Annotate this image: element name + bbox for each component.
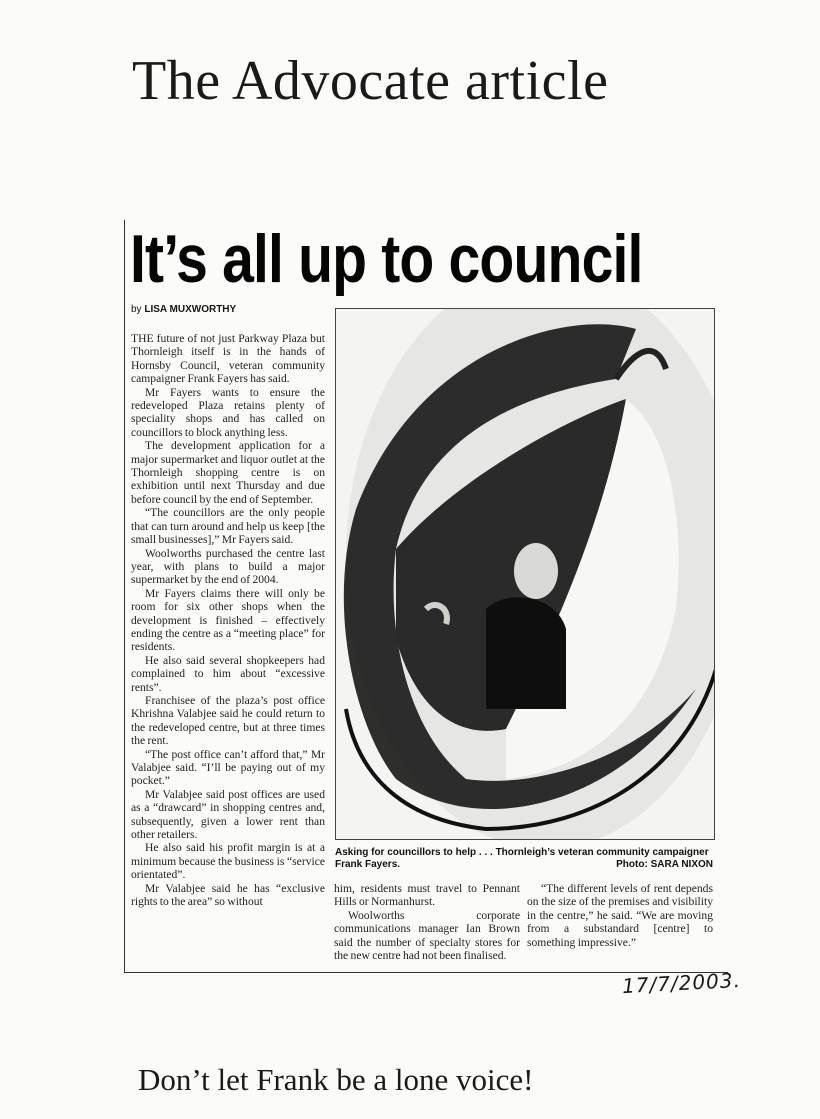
paragraph: “The different levels of rent depends on the size of the premises and visibility in the centre,” he said. “We are moving from a substandard [centre] to something impressive.”	[527, 882, 713, 949]
article-photo	[335, 308, 715, 840]
paragraph: Mr Valabjee said he has “exclusive rights to the area” so without	[131, 881, 325, 909]
paragraph: The development application for a major supermarket and liquor outlet at the Thornleigh shopping centre is on exhibition until next Thursday and due before council by the end of September.	[131, 439, 325, 506]
paragraph: Mr Valabjee said post offices are used as a “drawcard” in shopping centres and, subsequently, given a lower rent than other retailers.	[131, 787, 325, 842]
paragraph: He also said several shopkeepers had complained to him about “excessive rents”.	[131, 653, 325, 694]
paragraph: Woolworths corporate communications manager Ian Brown said the number of specialty stores for the new centre had not been finalised.	[334, 908, 520, 963]
article-column-3	[527, 882, 713, 949]
handwritten-date: 17/7/2003.	[621, 967, 742, 999]
photo-caption	[335, 847, 713, 871]
byline-prefix: by	[131, 304, 142, 315]
paragraph: “The councillors are the only people that can turn around and help us keep [the small businesses],” Mr Fayers said.	[131, 506, 325, 547]
article-column-2	[334, 882, 520, 962]
paragraph: THE future of not just Parkway Plaza but Thornleigh itself is in the hands of Hornsby Council, veteran community campaigner Frank Fayers has said.	[131, 332, 325, 386]
article-byline	[131, 304, 236, 315]
byline-author: LISA MUXWORTHY	[144, 304, 237, 315]
article-frame-left-rule	[124, 220, 125, 972]
photo-credit: Photo: SARA NIXON	[616, 859, 713, 870]
paragraph: Franchisee of the plaza’s post office Khrishna Valabjee said he could return to the redeveloped centre, but at three times the rent.	[131, 693, 325, 748]
paragraph: Woolworths purchased the centre last year, with plans to build a major supermarket by the end of 2004.	[131, 546, 325, 587]
page-slogan: Don’t let Frank be a lone voice!	[138, 1062, 534, 1097]
paragraph: He also said his profit margin is at a minimum because the business is “service orientated”.	[131, 841, 325, 882]
photo-illustration	[336, 309, 714, 839]
paragraph: Mr Fayers claims there will only be room for six other shops when the development is finished – effectively ending the centre as a “meeting place” for residents.	[131, 586, 325, 654]
page-title: The Advocate article	[132, 50, 609, 112]
paragraph: “The post office can’t afford that,” Mr Valabjee said. “I’ll be paying out of my pocket.”	[131, 747, 325, 788]
paragraph: him, residents must travel to Pennant Hills or Normanhurst.	[334, 882, 520, 909]
caption-text: Asking for councillors to help . . . Thornleigh’s veteran community campaigner Frank Fayers.	[335, 847, 709, 870]
article-headline: It’s all up to council	[130, 221, 643, 297]
paragraph: Mr Fayers wants to ensure the redeveloped Plaza retains plenty of speciality shops and has called on councillors to block anything less.	[131, 385, 325, 439]
article-column-1	[131, 332, 325, 972]
